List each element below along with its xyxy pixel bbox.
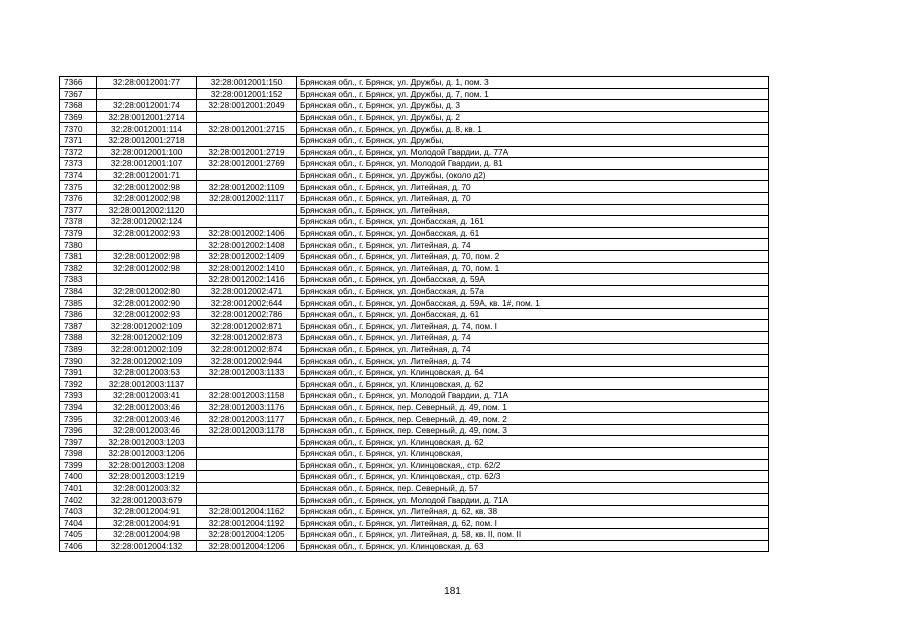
row-number-cell: 7400	[60, 471, 97, 483]
row-number-cell: 7386	[60, 308, 97, 320]
table-row	[60, 239, 769, 251]
address-cell: Брянская обл., г. Брянск, ул. Литейная, д. 74, пом. I	[297, 320, 769, 332]
address-cell: Брянская обл., г. Брянск, ул. Донбасская, д. 59А, кв. 1#, пом. 1	[297, 297, 769, 309]
table-row	[60, 216, 769, 228]
row-number-cell: 7399	[60, 459, 97, 471]
address-cell: Брянская обл., г. Брянск, ул. Клинцовская, д. 62	[297, 378, 769, 390]
row-number-cell: 7380	[60, 239, 97, 251]
row-number-cell: 7370	[60, 123, 97, 135]
row-number-cell: 7385	[60, 297, 97, 309]
cadastral-number-cell: 32:28:0012004:91	[97, 505, 197, 517]
address-cell: Брянская обл., г. Брянск, ул. Литейная,	[297, 204, 769, 216]
table-row	[60, 123, 769, 135]
object-cadastral-number-cell: 32:28:0012004:1205	[197, 529, 297, 541]
table-row	[60, 390, 769, 402]
table-row	[60, 401, 769, 413]
row-number-cell: 7367	[60, 88, 97, 100]
cadastral-number-cell: 32:28:0012003:46	[97, 401, 197, 413]
object-cadastral-number-cell: 32:28:0012002:1410	[197, 262, 297, 274]
cadastral-number-cell: 32:28:0012002:1120	[97, 204, 197, 216]
object-cadastral-number-cell: 32:28:0012001:152	[197, 88, 297, 100]
object-cadastral-number-cell	[197, 204, 297, 216]
address-cell: Брянская обл., г. Брянск, ул. Дружбы, (около д2)	[297, 169, 769, 181]
table-row	[60, 482, 769, 494]
cadastral-number-cell: 32:28:0012002:98	[97, 262, 197, 274]
cadastral-number-cell: 32:28:0012002:93	[97, 308, 197, 320]
row-number-cell: 7379	[60, 227, 97, 239]
cadastral-number-cell	[97, 274, 197, 286]
object-cadastral-number-cell	[197, 494, 297, 506]
object-cadastral-number-cell: 32:28:0012002:1109	[197, 181, 297, 193]
cadastral-number-cell: 32:28:0012001:107	[97, 158, 197, 170]
table-row	[60, 134, 769, 146]
object-cadastral-number-cell: 32:28:0012002:944	[197, 355, 297, 367]
cadastral-number-cell	[97, 88, 197, 100]
address-cell: Брянская обл., г. Брянск, ул. Литейная, д. 74	[297, 239, 769, 251]
row-number-cell: 7368	[60, 100, 97, 112]
cadastral-number-cell: 32:28:0012002:98	[97, 192, 197, 204]
cadastral-number-cell: 32:28:0012004:132	[97, 540, 197, 552]
address-cell: Брянская обл., г. Брянск, ул. Литейная, д. 74	[297, 343, 769, 355]
row-number-cell: 7383	[60, 274, 97, 286]
object-cadastral-number-cell	[197, 482, 297, 494]
object-cadastral-number-cell: 32:28:0012002:1416	[197, 274, 297, 286]
address-cell: Брянская обл., г. Брянск, ул. Литейная, д. 70, пом. 1	[297, 262, 769, 274]
row-number-cell: 7375	[60, 181, 97, 193]
object-cadastral-number-cell	[197, 169, 297, 181]
table-row	[60, 505, 769, 517]
cadastral-number-cell: 32:28:0012003:46	[97, 424, 197, 436]
address-cell: Брянская обл., г. Брянск, ул. Литейная, д. 62, пом. I	[297, 517, 769, 529]
address-cell: Брянская обл., г. Брянск, ул. Клинцовская, д. 62	[297, 436, 769, 448]
object-cadastral-number-cell: 32:28:0012002:874	[197, 343, 297, 355]
address-cell: Брянская обл., г. Брянск, пер. Северный, д. 49, пом. 3	[297, 424, 769, 436]
table-row	[60, 471, 769, 483]
cadastral-number-cell: 32:28:0012002:90	[97, 297, 197, 309]
table-row	[60, 355, 769, 367]
table-row	[60, 297, 769, 309]
cadastral-number-cell: 32:28:0012002:109	[97, 320, 197, 332]
cadastral-number-cell: 32:28:0012003:41	[97, 390, 197, 402]
table-row	[60, 274, 769, 286]
address-cell: Брянская обл., г. Брянск, ул. Донбасская, д. 161	[297, 216, 769, 228]
object-cadastral-number-cell: 32:28:0012001:2769	[197, 158, 297, 170]
address-cell: Брянская обл., г. Брянск, ул. Литейная, д. 70	[297, 192, 769, 204]
row-number-cell: 7391	[60, 366, 97, 378]
address-cell: Брянская обл., г. Брянск, ул. Литейная, д. 70	[297, 181, 769, 193]
table-row	[60, 366, 769, 378]
cadastral-number-cell: 32:28:0012001:2714	[97, 111, 197, 123]
row-number-cell: 7373	[60, 158, 97, 170]
object-cadastral-number-cell: 32:28:0012003:1158	[197, 390, 297, 402]
table-row	[60, 88, 769, 100]
address-cell: Брянская обл., г. Брянск, ул. Донбасская, д. 59А	[297, 274, 769, 286]
cadastral-number-cell	[97, 239, 197, 251]
address-cell: Брянская обл., г. Брянск, ул. Донбасская, д. 57а	[297, 285, 769, 297]
table-row	[60, 204, 769, 216]
table-row	[60, 146, 769, 158]
table-row	[60, 111, 769, 123]
cadastral-number-cell: 32:28:0012002:109	[97, 343, 197, 355]
table-row	[60, 181, 769, 193]
table-row	[60, 459, 769, 471]
row-number-cell: 7366	[60, 77, 97, 89]
cadastral-number-cell: 32:28:0012003:1203	[97, 436, 197, 448]
row-number-cell: 7406	[60, 540, 97, 552]
row-number-cell: 7377	[60, 204, 97, 216]
cadastral-number-cell: 32:28:0012002:98	[97, 181, 197, 193]
row-number-cell: 7392	[60, 378, 97, 390]
table-row	[60, 192, 769, 204]
object-cadastral-number-cell: 32:28:0012002:1406	[197, 227, 297, 239]
cadastral-number-cell: 32:28:0012003:1219	[97, 471, 197, 483]
table-row	[60, 517, 769, 529]
address-cell: Брянская обл., г. Брянск, ул. Клинцовская,, стр. 62/3	[297, 471, 769, 483]
table-row	[60, 169, 769, 181]
cadastral-number-cell: 32:28:0012001:71	[97, 169, 197, 181]
table-row	[60, 320, 769, 332]
table-row	[60, 413, 769, 425]
table-row	[60, 262, 769, 274]
records-table-body	[60, 77, 769, 552]
address-cell: Брянская обл., г. Брянск, ул. Клинцовская, д. 63	[297, 540, 769, 552]
address-cell: Брянская обл., г. Брянск, ул. Молодой Гвардии, д. 77А	[297, 146, 769, 158]
row-number-cell: 7394	[60, 401, 97, 413]
cadastral-number-cell: 32:28:0012003:53	[97, 366, 197, 378]
row-number-cell: 7388	[60, 332, 97, 344]
table-row	[60, 448, 769, 460]
address-cell: Брянская обл., г. Брянск, ул. Дружбы, д. 2	[297, 111, 769, 123]
row-number-cell: 7390	[60, 355, 97, 367]
table-row	[60, 77, 769, 89]
row-number-cell: 7369	[60, 111, 97, 123]
table-row	[60, 227, 769, 239]
cadastral-number-cell: 32:28:0012001:100	[97, 146, 197, 158]
address-cell: Брянская обл., г. Брянск, пер. Северный, д. 57	[297, 482, 769, 494]
cadastral-number-cell: 32:28:0012002:109	[97, 355, 197, 367]
table-row	[60, 436, 769, 448]
object-cadastral-number-cell	[197, 134, 297, 146]
object-cadastral-number-cell: 32:28:0012001:2049	[197, 100, 297, 112]
address-cell: Брянская обл., г. Брянск, ул. Литейная, д. 58, кв. II, пом. II	[297, 529, 769, 541]
records-table	[59, 76, 769, 552]
object-cadastral-number-cell: 32:28:0012002:1408	[197, 239, 297, 251]
object-cadastral-number-cell: 32:28:0012003:1177	[197, 413, 297, 425]
object-cadastral-number-cell: 32:28:0012004:1206	[197, 540, 297, 552]
object-cadastral-number-cell: 32:28:0012002:644	[197, 297, 297, 309]
table-row	[60, 250, 769, 262]
table-row	[60, 100, 769, 112]
cadastral-number-cell: 32:28:0012004:98	[97, 529, 197, 541]
cadastral-number-cell: 32:28:0012001:74	[97, 100, 197, 112]
table-row	[60, 285, 769, 297]
cadastral-number-cell: 32:28:0012004:91	[97, 517, 197, 529]
row-number-cell: 7403	[60, 505, 97, 517]
cadastral-number-cell: 32:28:0012001:114	[97, 123, 197, 135]
object-cadastral-number-cell: 32:28:0012002:873	[197, 332, 297, 344]
object-cadastral-number-cell: 32:28:0012003:1176	[197, 401, 297, 413]
address-cell: Брянская обл., г. Брянск, ул. Клинцовская,, стр. 62/2	[297, 459, 769, 471]
table-row	[60, 540, 769, 552]
address-cell: Брянская обл., г. Брянск, ул. Молодой Гвардии, д. 71А	[297, 494, 769, 506]
object-cadastral-number-cell: 32:28:0012004:1162	[197, 505, 297, 517]
row-number-cell: 7398	[60, 448, 97, 460]
table-row	[60, 308, 769, 320]
object-cadastral-number-cell: 32:28:0012001:2715	[197, 123, 297, 135]
row-number-cell: 7395	[60, 413, 97, 425]
address-cell: Брянская обл., г. Брянск, ул. Дружбы, д. 8, кв. 1	[297, 123, 769, 135]
object-cadastral-number-cell: 32:28:0012003:1133	[197, 366, 297, 378]
object-cadastral-number-cell: 32:28:0012001:2719	[197, 146, 297, 158]
object-cadastral-number-cell: 32:28:0012002:786	[197, 308, 297, 320]
table-row	[60, 378, 769, 390]
address-cell: Брянская обл., г. Брянск, ул. Дружбы, д. 7, пом. 1	[297, 88, 769, 100]
address-cell: Брянская обл., г. Брянск, ул. Молодой Гвардии, д. 71А	[297, 390, 769, 402]
row-number-cell: 7389	[60, 343, 97, 355]
address-cell: Брянская обл., г. Брянск, ул. Дружбы,	[297, 134, 769, 146]
cadastral-number-cell: 32:28:0012001:2718	[97, 134, 197, 146]
object-cadastral-number-cell: 32:28:0012004:1192	[197, 517, 297, 529]
row-number-cell: 7378	[60, 216, 97, 228]
object-cadastral-number-cell: 32:28:0012002:1409	[197, 250, 297, 262]
cadastral-number-cell: 32:28:0012002:80	[97, 285, 197, 297]
cadastral-number-cell: 32:28:0012002:124	[97, 216, 197, 228]
address-cell: Брянская обл., г. Брянск, ул. Клинцовская, д. 64	[297, 366, 769, 378]
address-cell: Брянская обл., г. Брянск, ул. Литейная, д. 74	[297, 332, 769, 344]
object-cadastral-number-cell	[197, 111, 297, 123]
row-number-cell: 7384	[60, 285, 97, 297]
cadastral-number-cell: 32:28:0012002:93	[97, 227, 197, 239]
table-row	[60, 158, 769, 170]
cadastral-number-cell: 32:28:0012003:1206	[97, 448, 197, 460]
object-cadastral-number-cell: 32:28:0012002:871	[197, 320, 297, 332]
table-row	[60, 529, 769, 541]
row-number-cell: 7404	[60, 517, 97, 529]
cadastral-number-cell: 32:28:0012001:77	[97, 77, 197, 89]
object-cadastral-number-cell: 32:28:0012002:471	[197, 285, 297, 297]
row-number-cell: 7397	[60, 436, 97, 448]
row-number-cell: 7387	[60, 320, 97, 332]
object-cadastral-number-cell: 32:28:0012001:150	[197, 77, 297, 89]
row-number-cell: 7372	[60, 146, 97, 158]
cadastral-number-cell: 32:28:0012003:46	[97, 413, 197, 425]
address-cell: Брянская обл., г. Брянск, ул. Клинцовская,	[297, 448, 769, 460]
address-cell: Брянская обл., г. Брянск, пер. Северный, д. 49, пом. 1	[297, 401, 769, 413]
object-cadastral-number-cell	[197, 448, 297, 460]
object-cadastral-number-cell	[197, 436, 297, 448]
page-number: 181	[444, 586, 461, 597]
address-cell: Брянская обл., г. Брянск, ул. Литейная, д. 74	[297, 355, 769, 367]
address-cell: Брянская обл., г. Брянск, ул. Литейная, д. 70, пом. 2	[297, 250, 769, 262]
table-row	[60, 424, 769, 436]
table-row	[60, 332, 769, 344]
object-cadastral-number-cell: 32:28:0012002:1117	[197, 192, 297, 204]
table-row	[60, 343, 769, 355]
address-cell: Брянская обл., г. Брянск, ул. Донбасская, д. 61	[297, 227, 769, 239]
row-number-cell: 7402	[60, 494, 97, 506]
address-cell: Брянская обл., г. Брянск, ул. Дружбы, д. 1, пом. 3	[297, 77, 769, 89]
object-cadastral-number-cell	[197, 459, 297, 471]
row-number-cell: 7371	[60, 134, 97, 146]
row-number-cell: 7381	[60, 250, 97, 262]
object-cadastral-number-cell	[197, 378, 297, 390]
object-cadastral-number-cell	[197, 471, 297, 483]
address-cell: Брянская обл., г. Брянск, ул. Молодой Гвардии, д. 81	[297, 158, 769, 170]
address-cell: Брянская обл., г. Брянск, ул. Донбасская, д. 61	[297, 308, 769, 320]
address-cell: Брянская обл., г. Брянск, ул. Дружбы, д. 3	[297, 100, 769, 112]
row-number-cell: 7374	[60, 169, 97, 181]
cadastral-number-cell: 32:28:0012003:32	[97, 482, 197, 494]
cadastral-number-cell: 32:28:0012002:98	[97, 250, 197, 262]
row-number-cell: 7376	[60, 192, 97, 204]
cadastral-number-cell: 32:28:0012003:1137	[97, 378, 197, 390]
row-number-cell: 7401	[60, 482, 97, 494]
cadastral-number-cell: 32:28:0012002:109	[97, 332, 197, 344]
table-row	[60, 494, 769, 506]
object-cadastral-number-cell: 32:28:0012003:1178	[197, 424, 297, 436]
row-number-cell: 7393	[60, 390, 97, 402]
row-number-cell: 7405	[60, 529, 97, 541]
address-cell: Брянская обл., г. Брянск, пер. Северный, д. 49, пом. 2	[297, 413, 769, 425]
cadastral-number-cell: 32:28:0012003:1208	[97, 459, 197, 471]
row-number-cell: 7382	[60, 262, 97, 274]
row-number-cell: 7396	[60, 424, 97, 436]
object-cadastral-number-cell	[197, 216, 297, 228]
cadastral-number-cell: 32:28:0012003:679	[97, 494, 197, 506]
address-cell: Брянская обл., г. Брянск, ул. Литейная, д. 62, кв. 38	[297, 505, 769, 517]
